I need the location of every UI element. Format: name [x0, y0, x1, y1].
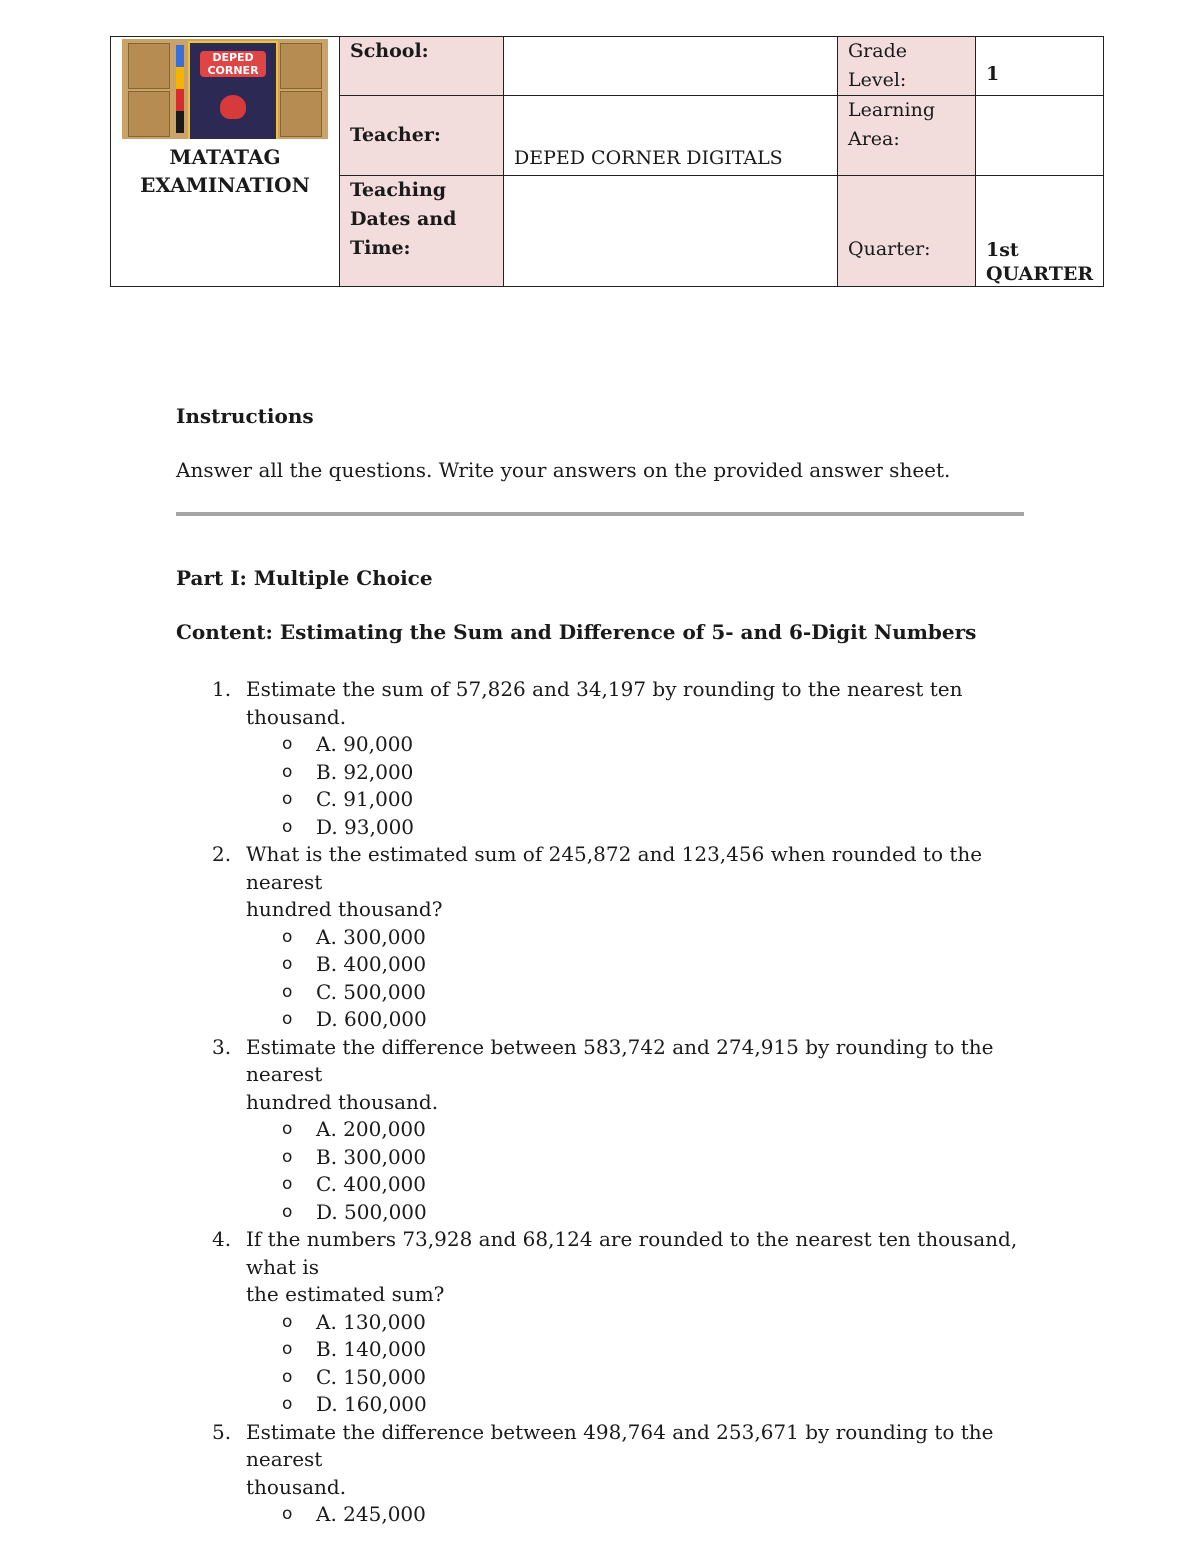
bullet-icon: o	[282, 734, 293, 754]
content-heading: Content: Estimating the Sum and Difference of 5- and 6-Digit Numbers	[176, 620, 977, 644]
question-text-continued	[176, 1474, 1036, 1502]
instructions-text: Answer all the questions. Write your answers on the provided answer sheet.	[176, 458, 951, 482]
teaching-dates-value	[504, 176, 838, 287]
answer-option	[176, 1144, 1036, 1172]
option-text: A. 245,000	[316, 1502, 426, 1526]
bullet-icon: o	[282, 926, 293, 947]
option-text: B. 140,000	[316, 1337, 427, 1361]
question-number: 2.	[212, 842, 232, 866]
option-text: A. 130,000	[316, 1309, 426, 1334]
grade-level-label: Grade Level:	[838, 37, 976, 96]
bullet-icon: o	[282, 1311, 293, 1332]
header-table	[110, 36, 1104, 287]
question-line: hundred thousand.	[246, 1089, 439, 1114]
question-text-continued	[176, 1281, 1036, 1309]
option-text: A. 200,000	[316, 1117, 426, 1141]
answer-option	[176, 1199, 1036, 1227]
bullet-icon: o	[282, 1201, 293, 1222]
question-text	[176, 1419, 1036, 1474]
answer-option	[176, 1006, 1036, 1034]
question-text	[176, 1034, 1036, 1089]
option-text: C. 400,000	[316, 1172, 427, 1196]
deped-corner-logo	[122, 39, 328, 139]
bullet-icon: o	[282, 1174, 293, 1194]
instructions-heading: Instructions	[176, 404, 314, 428]
bullet-icon: o	[282, 981, 293, 1002]
question-line: Estimate the difference between 498,764 and 253,671 by rounding to the nearest	[246, 1419, 994, 1471]
bullet-icon: o	[282, 1119, 293, 1139]
answer-option	[176, 731, 1036, 759]
answer-option	[176, 1364, 1036, 1392]
question-text-continued	[176, 896, 1036, 924]
bullet-icon: o	[282, 1146, 293, 1167]
logo-cell	[111, 37, 340, 287]
divider	[176, 512, 1024, 516]
school-label: School:	[340, 37, 504, 96]
teacher-value: DEPED CORNER DIGITALS	[504, 96, 838, 176]
answer-option	[176, 1336, 1036, 1364]
answer-option	[176, 951, 1036, 979]
bullet-icon: o	[282, 816, 293, 837]
teacher-label: Teacher:	[340, 96, 504, 176]
question-text	[176, 1226, 1036, 1281]
learning-area-value	[976, 96, 1104, 176]
question-list	[176, 676, 1036, 1529]
question-line: thousand.	[246, 1474, 347, 1499]
question-text	[176, 841, 1036, 896]
bullet-icon: o	[282, 761, 293, 782]
answer-option	[176, 814, 1036, 842]
answer-option	[176, 1116, 1036, 1144]
option-text: A. 90,000	[316, 732, 414, 756]
bullet-icon: o	[282, 954, 293, 974]
logo-badge: DEPED CORNER	[200, 51, 266, 77]
bullet-icon: o	[282, 789, 293, 809]
heart-icon	[220, 95, 246, 119]
option-text: C. 91,000	[316, 787, 414, 811]
part-heading: Part I: Multiple Choice	[176, 566, 433, 590]
bullet-icon: o	[282, 1339, 293, 1359]
answer-option	[176, 1391, 1036, 1419]
question-number: 5.	[212, 1419, 232, 1444]
question-number: 4.	[212, 1227, 232, 1251]
answer-option	[176, 1171, 1036, 1199]
answer-option	[176, 979, 1036, 1007]
school-value	[504, 37, 838, 96]
question-text-continued	[176, 1089, 1036, 1117]
learning-area-label: Learning Area:	[838, 96, 976, 176]
answer-option	[176, 1309, 1036, 1337]
bullet-icon: o	[282, 1366, 293, 1387]
option-text: D. 160,000	[316, 1392, 427, 1416]
question-number: 3.	[212, 1034, 232, 1059]
question-text	[176, 676, 1036, 731]
bullet-icon: o	[282, 1504, 293, 1524]
exam-title: MATATAG EXAMINATION	[140, 145, 310, 197]
quarter-label: Quarter:	[838, 176, 976, 287]
answer-option	[176, 1501, 1036, 1529]
option-text: B. 92,000	[316, 759, 414, 784]
question-line: If the numbers 73,928 and 68,124 are rounded to the nearest ten thousand, what is	[246, 1227, 1018, 1279]
question-line: Estimate the difference between 583,742 and 274,915 by rounding to the nearest	[246, 1034, 994, 1086]
option-text: A. 300,000	[316, 924, 426, 949]
question-number: 1.	[212, 677, 232, 701]
quarter-value: 1st QUARTER	[976, 176, 1104, 287]
bullet-icon: o	[282, 1394, 293, 1414]
grade-level-value: 1	[976, 37, 1104, 96]
answer-option	[176, 759, 1036, 787]
question-line: the estimated sum?	[246, 1282, 445, 1306]
option-text: D. 93,000	[316, 814, 415, 839]
question-line: hundred thousand?	[246, 897, 443, 921]
option-text: C. 500,000	[316, 979, 427, 1004]
answer-option	[176, 786, 1036, 814]
option-text: B. 400,000	[316, 952, 427, 976]
option-text: D. 600,000	[316, 1007, 427, 1031]
option-text: C. 150,000	[316, 1364, 427, 1389]
question-line: What is the estimated sum of 245,872 and 123,456 when rounded to the nearest	[246, 842, 983, 894]
answer-option	[176, 924, 1036, 952]
option-text: D. 500,000	[316, 1199, 427, 1224]
option-text: B. 300,000	[316, 1144, 427, 1169]
bullet-icon: o	[282, 1009, 293, 1029]
teaching-dates-label: Teaching Dates and Time:	[340, 176, 504, 287]
question-line: Estimate the sum of 57,826 and 34,197 by rounding to the nearest ten thousand.	[246, 677, 963, 729]
